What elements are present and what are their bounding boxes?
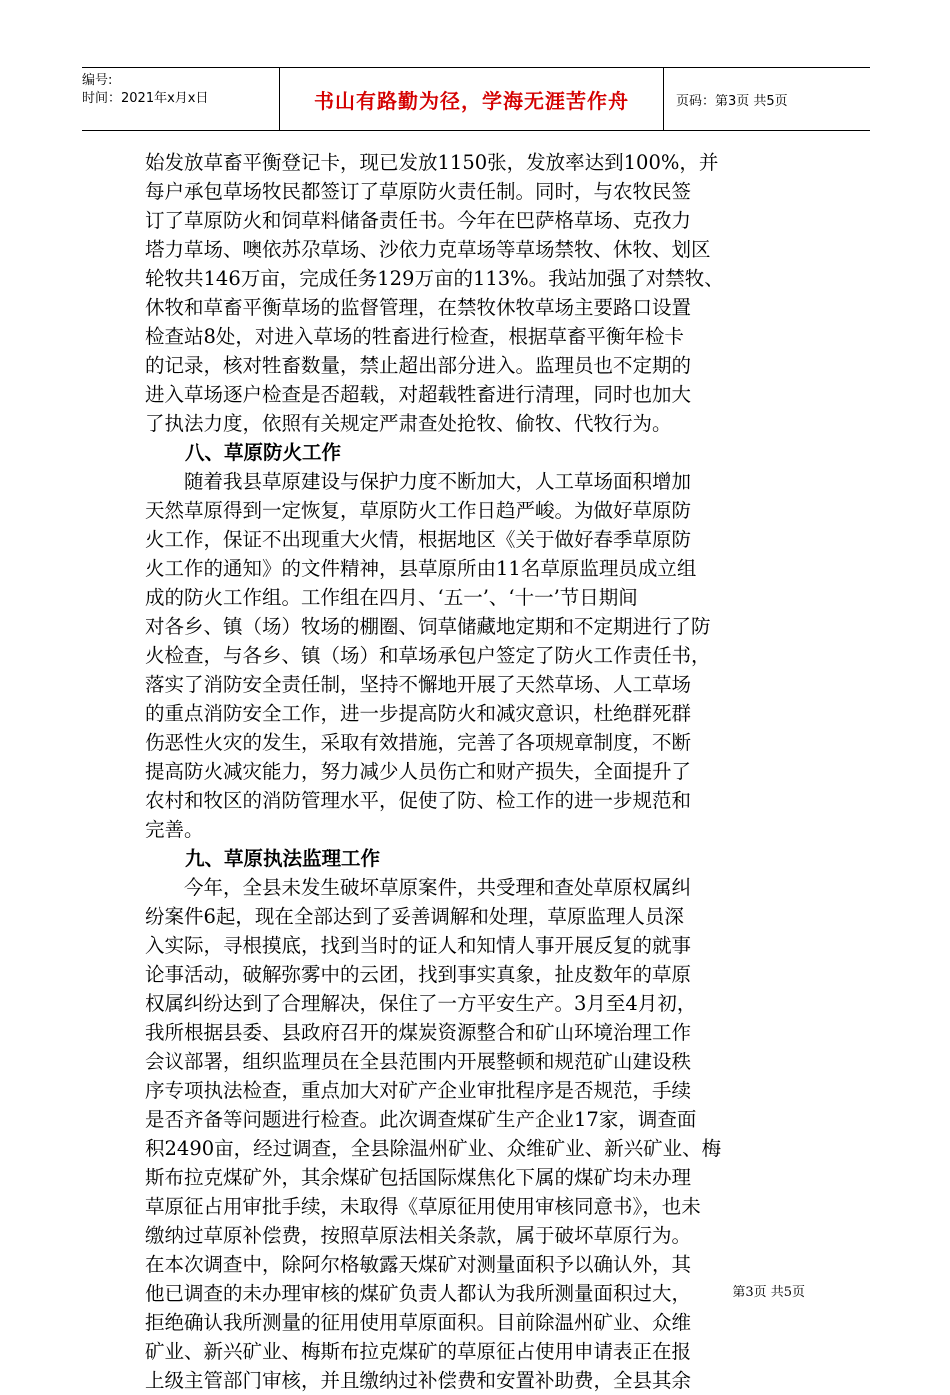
text-line: 序专项执法检查，重点加大对矿产企业审批程序是否规范，手续 (145, 1079, 692, 1102)
text-line: 了执法力度，依照有关规定严肃查处抢牧、偷牧、代牧行为。 (145, 412, 672, 435)
text-line: 休牧和草畜平衡草场的监督管理，在禁牧休牧草场主要路口设置 (145, 296, 692, 319)
text-line: 轮牧共146万亩，完成任务129万亩的113%。我站加强了对禁牧、 (145, 267, 724, 290)
document-number-label: 编号: (82, 73, 113, 88)
text-line: 入实际，寻根摸底，找到当时的证人和知情人事开展反复的就事 (145, 934, 692, 957)
header-motto: 书山有路勤为径，学海无涯苦作舟 (280, 68, 664, 130)
section-heading-law-enforcement: 九、草原执法监理工作 (185, 847, 381, 870)
text-line: 的重点消防安全工作，进一步提高防火和减灾意识，杜绝群死群 (145, 702, 692, 725)
text-line: 上级主管部门审核，并且缴纳过补偿费和安置补助费，全县其余 (145, 1369, 692, 1392)
text-line: 检查站8处，对进入草场的牲畜进行检查，根据草畜平衡年检卡 (145, 325, 684, 348)
document-body (145, 148, 807, 1395)
text-line: 塔力草场、噢依苏尕草场、沙依力克草场等草场禁牧、休牧、划区 (145, 238, 711, 261)
text-line: 随着我县草原建设与保护力度不断加大，人工草场面积增加 (145, 470, 692, 493)
text-line: 纷案件6起，现在全部达到了妥善调解和处理，草原监理人员深 (145, 905, 684, 928)
document-time-label: 时间：2021年x月x日 (82, 91, 209, 106)
text-line: 积2490亩，经过调查，全县除温州矿业、众维矿业、新兴矿业、梅 (145, 1137, 722, 1160)
text-line: 成的防火工作组。工作组在四月、‘五一’、‘十一’节日期间 (145, 586, 638, 609)
text-line: 是否齐备等问题进行检查。此次调查煤矿生产企业17家，调查面 (145, 1108, 697, 1131)
text-line: 完善。 (145, 818, 204, 841)
text-line: 草原征占用审批手续，未取得《草原征用使用审核同意书》，也未 (145, 1195, 701, 1218)
page-header (82, 67, 870, 131)
text-line: 他已调查的未办理审核的煤矿负责人都认为我所测量面积过大， (145, 1282, 692, 1305)
text-line: 火检查，与各乡、镇（场）和草场承包户签定了防火工作责任书， (145, 644, 711, 667)
text-line: 农村和牧区的消防管理水平，促使了防、检工作的进一步规范和 (145, 789, 692, 812)
text-line: 权属纠纷达到了合理解决，保住了一方平安生产。3月至4月初， (145, 992, 697, 1015)
header-meta (82, 68, 280, 130)
text-line: 我所根据县委、县政府召开的煤炭资源整合和矿山环境治理工作 (145, 1021, 692, 1044)
text-line: 会议部署，组织监理员在全县范围内开展整顿和规范矿山建设秩 (145, 1050, 692, 1073)
text-line: 天然草原得到一定恢复，草原防火工作日趋严峻。为做好草原防 (145, 499, 692, 522)
text-line: 火工作的通知》的文件精神，县草原所由11名草原监理员成立组 (145, 557, 697, 580)
text-line: 伤恶性火灾的发生，采取有效措施，完善了各项规章制度，不断 (145, 731, 692, 754)
page-footer-number: 第3页 共5页 (732, 1285, 805, 1300)
text-line: 的记录，核对牲畜数量，禁止超出部分进入。监理员也不定期的 (145, 354, 692, 377)
text-line: 论事活动，破解弥雾中的云团，找到事实真象，扯皮数年的草原 (145, 963, 692, 986)
header-page-label: 页码：第3页 共5页 (676, 93, 788, 109)
text-line: 进入草场逐户检查是否超载，对超载牲畜进行清理，同时也加大 (145, 383, 692, 406)
text-line: 缴纳过草原补偿费，按照草原法相关条款，属于破坏草原行为。 (145, 1224, 692, 1247)
text-line: 在本次调查中，除阿尔格敏露天煤矿对测量面积予以确认外，其 (145, 1253, 692, 1276)
text-line: 订了草原防火和饲草料储备责任书。今年在巴萨格草场、克孜力 (145, 209, 692, 232)
text-line: 提高防火减灾能力，努力减少人员伤亡和财产损失，全面提升了 (145, 760, 692, 783)
text-line: 始发放草畜平衡登记卡，现已发放1150张，发放率达到100%，并 (145, 151, 719, 174)
text-line: 落实了消防安全责任制，坚持不懈地开展了天然草场、人工草场 (145, 673, 692, 696)
text-line: 矿业、新兴矿业、梅斯布拉克煤矿的草原征占使用申请表正在报 (145, 1340, 692, 1363)
text-line: 斯布拉克煤矿外，其余煤矿包括国际煤焦化下属的煤矿均未办理 (145, 1166, 692, 1189)
section-heading-fire-prevention: 八、草原防火工作 (185, 441, 342, 464)
text-line: 每户承包草场牧民都签订了草原防火责任制。同时，与农牧民签 (145, 180, 692, 203)
text-line: 对各乡、镇（场）牧场的棚圈、饲草储藏地定期和不定期进行了防 (145, 615, 711, 638)
text-line: 火工作，保证不出现重大火情，根据地区《关于做好春季草原防 (145, 528, 692, 551)
text-line: 拒绝确认我所测量的征用使用草原面积。目前除温州矿业、众维 (145, 1311, 692, 1334)
text-line: 今年，全县未发生破坏草原案件，共受理和查处草原权属纠 (145, 876, 692, 899)
